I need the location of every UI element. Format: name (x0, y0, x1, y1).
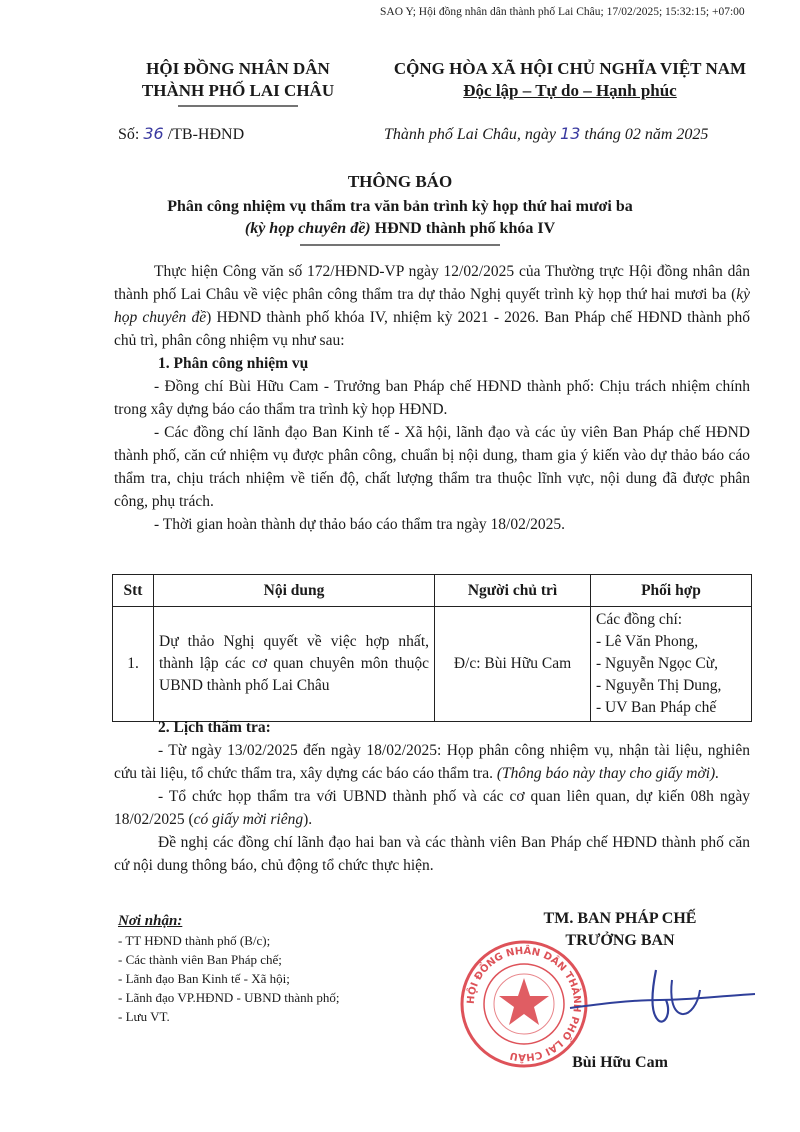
subtitle-line-1: Phân công nhiệm vụ thẩm tra văn bản trình kỳ họp thứ hai mươi ba (167, 198, 633, 215)
section-1-heading: 1. Phân công nhiệm vụ (158, 355, 309, 372)
coop-line: - UV Ban Pháp chế (596, 699, 717, 716)
place-date-suffix: tháng 02 năm 2025 (580, 126, 709, 143)
schedule-2-italic: có giấy mời riêng (193, 811, 304, 828)
recipients-title: Nơi nhận: (118, 913, 183, 929)
doc-number-prefix: Số: (118, 126, 144, 143)
org-line-1: HỘI ĐỒNG NHÂN DÂN (146, 59, 330, 78)
signer-line-1: TM. BAN PHÁP CHẾ (543, 910, 697, 927)
nation-name: CỘNG HÒA XÃ HỘI CHỦ NGHĨA VIỆT NAM (393, 59, 747, 78)
row-lead: Đ/c: Bùi Hữu Cam (435, 607, 591, 722)
org-underline (178, 104, 298, 108)
row-content: Dự thảo Nghị quyết về việc hợp nhất, thành lập các cơ quan chuyên môn thuộc UBND thành phố Lai Châu (154, 607, 435, 722)
intro-text-a: Thực hiện Công văn số 172/HĐND-VP ngày 12/02/2025 của Thường trực Hội đồng nhân dân thành phố Lai Châu về việc phân công thẩm tra dự thảo Nghị quyết trình kỳ họp thứ hai mươi ba ( (114, 263, 750, 303)
coop-line: Các đồng chí: (596, 611, 683, 628)
doc-number-handwritten: 36 (143, 124, 164, 143)
schedule-2-end: ). (303, 811, 313, 828)
place-date-prefix: Thành phố Lai Châu, ngày (384, 126, 561, 143)
header-content: Nội dung (154, 575, 435, 607)
table-header-row (113, 575, 752, 607)
coop-line: - Nguyễn Thị Dung, (596, 677, 722, 694)
coop-line: - Lê Văn Phong, (596, 633, 699, 650)
place-and-date (384, 124, 708, 144)
closing-paragraph: Đề nghị các đồng chí lãnh đạo hai ban và các thành viên Ban Pháp chế HĐND thành phố căn cứ nội dung thông báo, chủ động tổ chức thực hiện. (114, 834, 750, 874)
intro-text-b: ) HĐND thành phố khóa IV, nhiệm kỳ 2021 - 2026. Ban Pháp chế HĐND thành phố chủ trì, phân công nhiệm vụ như sau: (114, 309, 750, 349)
coop-line: - Nguyễn Ngọc Cừ, (596, 655, 719, 672)
signer-name: Bùi Hữu Cam (572, 1054, 668, 1071)
document-number (118, 124, 244, 144)
row-coop (591, 607, 752, 722)
national-heading (360, 58, 780, 102)
header-lead: Người chủ trì (435, 575, 591, 607)
recipients-list (118, 912, 438, 1026)
assignment-paragraph-2: - Các đồng chí lãnh đạo Ban Kinh tế - Xã hội, lãnh đạo và các ủy viên Ban Pháp chế HĐND thành phố, căn cứ nhiệm vụ được phân công, chuẩn bị nội dung, tham gia ý kiến vào dự thảo báo cáo thẩm tra, chịu trách nhiệm về tiến độ, chất lượng thẩm tra thuộc lĩnh vực, nội dung đã được phân công, phụ trách. (114, 424, 750, 510)
doc-number-suffix: /TB-HĐND (163, 126, 245, 143)
intro-paragraph (114, 260, 750, 352)
header-stt: Stt (113, 575, 154, 607)
schedule-item-1 (114, 739, 750, 785)
recipient-item: - Các thành viên Ban Pháp chế; (118, 952, 282, 967)
table-row (113, 607, 752, 722)
assignment-table (112, 574, 752, 722)
recipient-item: - Lưu VT. (118, 1009, 170, 1024)
signer-line-2: TRƯỞNG BAN (565, 932, 675, 949)
recipient-item: - Lãnh đạo Ban Kinh tế - Xã hội; (118, 971, 290, 986)
digital-copy-stamp: SAO Y; Hội đồng nhân dân thành phố Lai Châu; 17/02/2025; 15:32:15; +07:00 (380, 6, 745, 18)
schedule-item-2 (114, 785, 750, 831)
header-coop: Phối hợp (591, 575, 752, 607)
handwritten-signature-icon (560, 960, 760, 1040)
schedule-1-italic: (Thông báo này thay cho giấy mời). (496, 765, 720, 782)
national-motto: Độc lập – Tự do – Hạnh phúc (463, 81, 677, 100)
schedule-section (114, 716, 750, 877)
subtitle-italic: (kỳ họp chuyên đề) (244, 220, 371, 237)
assignment-paragraph-3: - Thời gian hoàn thành dự thảo báo cáo thẩm tra ngày 18/02/2025. (154, 516, 566, 533)
intro-italic: kỳ họp chuyên đề (114, 286, 750, 326)
document-subtitle (60, 196, 740, 247)
org-line-2: THÀNH PHỐ LAI CHÂU (141, 81, 335, 100)
date-day-handwritten: 13 (560, 124, 581, 143)
subtitle-rest: HĐND thành phố khóa IV (370, 220, 556, 237)
notice-body (114, 260, 750, 536)
subtitle-underline (300, 243, 500, 247)
schedule-2-text: - Tổ chức họp thẩm tra với UBND thành phố và các cơ quan liên quan, dự kiến 08h ngày 18/02/2025 ( (114, 788, 750, 828)
assignment-paragraph-1: - Đồng chí Bùi Hữu Cam - Trưởng ban Pháp chế HĐND thành phố: Chịu trách nhiệm chính trong xây dựng báo cáo thẩm tra trình kỳ họp HĐND. (114, 378, 750, 418)
schedule-1-text: - Từ ngày 13/02/2025 đến ngày 18/02/2025: Họp phân công nhiệm vụ, nhận tài liệu, nghiên cứu tài liệu, tổ chức thẩm tra, xây dựng các báo cáo thẩm tra. (114, 742, 750, 782)
recipient-item: - Lãnh đạo VP.HĐND - UBND thành phố; (118, 990, 340, 1005)
row-stt: 1. (113, 607, 154, 722)
document-title: THÔNG BÁO (347, 172, 453, 191)
section-2-heading: 2. Lịch thẩm tra: (158, 719, 271, 736)
subtitle-line-2 (60, 218, 740, 240)
recipient-item: - TT HĐND thành phố (B/c); (118, 933, 271, 948)
seal-text: HỘI ĐỒNG NHÂN DÂN THÀNH PHỐ LAI CHÂU (465, 945, 583, 1063)
issuing-organization (88, 58, 388, 108)
